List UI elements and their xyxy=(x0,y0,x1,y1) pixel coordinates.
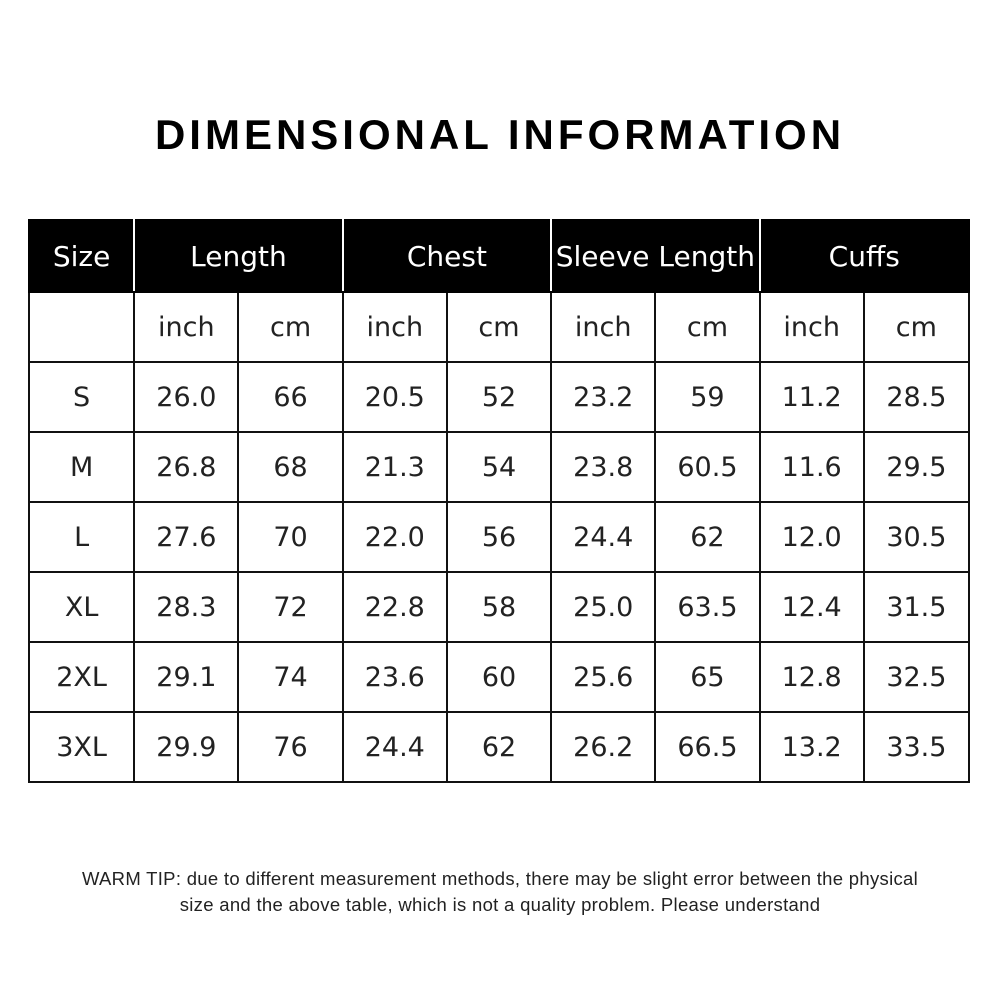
warm-tip-line-1: WARM TIP: due to different measurement methods, there may be slight error between the physical xyxy=(81,868,919,889)
table-cell-size: XL xyxy=(29,572,134,642)
table-cell: 25.6 xyxy=(551,642,655,712)
table-cell: 70 xyxy=(238,502,342,572)
table-cell: 52 xyxy=(447,362,551,432)
table-cell: 20.5 xyxy=(343,362,447,432)
header-chest: Chest xyxy=(343,220,551,292)
table-cell-size: L xyxy=(29,502,134,572)
table-cell: 23.8 xyxy=(551,432,655,502)
table-cell: 63.5 xyxy=(655,572,759,642)
table-row xyxy=(29,712,969,782)
page-title: DIMENSIONAL INFORMATION xyxy=(154,111,846,158)
table-row xyxy=(29,502,969,572)
table-cell: 54 xyxy=(447,432,551,502)
table-cell-size: M xyxy=(29,432,134,502)
table-cell-size: S xyxy=(29,362,134,432)
table-cell: 32.5 xyxy=(864,642,969,712)
table-cell: 11.2 xyxy=(760,362,864,432)
table-cell: 29.1 xyxy=(134,642,238,712)
table-cell: 24.4 xyxy=(551,502,655,572)
table-row xyxy=(29,572,969,642)
unit-cuffs-inch: inch xyxy=(760,292,864,362)
table-cell: 59 xyxy=(655,362,759,432)
table-cell: 26.8 xyxy=(134,432,238,502)
table-cell: 68 xyxy=(238,432,342,502)
table-cell: 11.6 xyxy=(760,432,864,502)
table-cell: 22.8 xyxy=(343,572,447,642)
table-cell: 62 xyxy=(447,712,551,782)
unit-sleeve-inch: inch xyxy=(551,292,655,362)
table-cell: 23.6 xyxy=(343,642,447,712)
table-cell: 30.5 xyxy=(864,502,969,572)
table-cell: 72 xyxy=(238,572,342,642)
unit-size-cell xyxy=(29,292,134,362)
table-row xyxy=(29,432,969,502)
size-chart-table xyxy=(28,219,970,783)
header-length: Length xyxy=(134,220,342,292)
table-cell: 13.2 xyxy=(760,712,864,782)
table-cell: 29.9 xyxy=(134,712,238,782)
header-size: Size xyxy=(29,220,134,292)
unit-length-inch: inch xyxy=(134,292,238,362)
unit-chest-inch: inch xyxy=(343,292,447,362)
table-cell: 21.3 xyxy=(343,432,447,502)
table-cell: 31.5 xyxy=(864,572,969,642)
table-cell: 62 xyxy=(655,502,759,572)
table-cell: 60 xyxy=(447,642,551,712)
table-cell: 60.5 xyxy=(655,432,759,502)
table-cell: 26.0 xyxy=(134,362,238,432)
table-cell: 76 xyxy=(238,712,342,782)
table-cell: 66.5 xyxy=(655,712,759,782)
header-cuffs: Cuffs xyxy=(760,220,969,292)
table-cell: 12.0 xyxy=(760,502,864,572)
table-cell: 56 xyxy=(447,502,551,572)
table-cell: 22.0 xyxy=(343,502,447,572)
table-cell: 66 xyxy=(238,362,342,432)
unit-sleeve-cm: cm xyxy=(655,292,759,362)
table-unit-row xyxy=(29,292,969,362)
table-cell: 26.2 xyxy=(551,712,655,782)
table-cell: 28.3 xyxy=(134,572,238,642)
table-cell: 58 xyxy=(447,572,551,642)
unit-chest-cm: cm xyxy=(447,292,551,362)
table-cell: 24.4 xyxy=(343,712,447,782)
table-row xyxy=(29,362,969,432)
table-cell: 28.5 xyxy=(864,362,969,432)
table-cell: 25.0 xyxy=(551,572,655,642)
table-header-row xyxy=(29,220,969,292)
warm-tip-note xyxy=(0,866,1000,918)
unit-length-cm: cm xyxy=(238,292,342,362)
table-row xyxy=(29,642,969,712)
table-cell: 23.2 xyxy=(551,362,655,432)
warm-tip-line-2: size and the above table, which is not a quality problem. Please understand xyxy=(179,894,821,915)
table-cell: 65 xyxy=(655,642,759,712)
table-cell: 29.5 xyxy=(864,432,969,502)
header-sleeve-length: Sleeve Length xyxy=(551,220,759,292)
table-cell: 12.8 xyxy=(760,642,864,712)
table-cell: 33.5 xyxy=(864,712,969,782)
table-cell: 12.4 xyxy=(760,572,864,642)
unit-cuffs-cm: cm xyxy=(864,292,969,362)
table-cell: 27.6 xyxy=(134,502,238,572)
table-cell-size: 2XL xyxy=(29,642,134,712)
table-cell: 74 xyxy=(238,642,342,712)
table-cell-size: 3XL xyxy=(29,712,134,782)
